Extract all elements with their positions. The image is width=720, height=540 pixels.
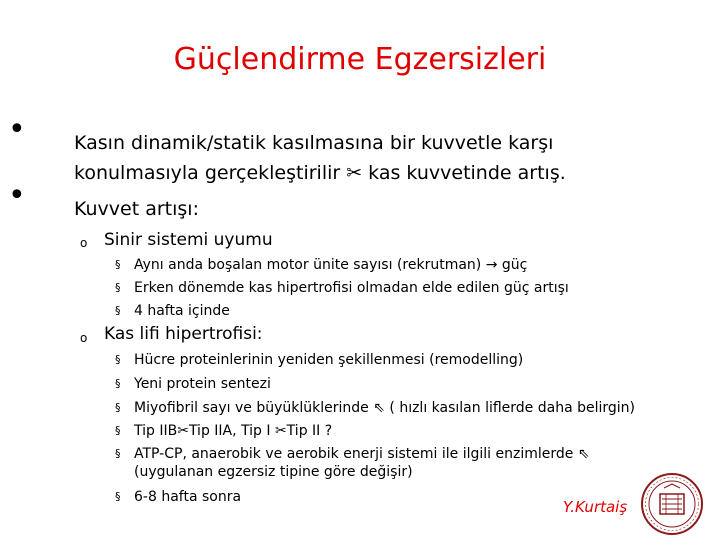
- bullet-1-line-2: konulmasıyla gerçekleştirilir ✂ kas kuvvetinde artış.: [74, 162, 566, 184]
- subsub-bullet-marker: §: [115, 304, 121, 317]
- subsub-bullet-marker: §: [115, 258, 121, 271]
- subsub-bullet-marker: §: [115, 447, 121, 460]
- nervous-item-2: Erken dönemde kas hipertrofisi olmadan elde edilen güç artışı: [134, 280, 569, 296]
- slide-title: Güçlendirme Egzersizleri: [173, 42, 547, 77]
- hypertrophy-item-5: ATP-CP, anaerobik ve aerobik enerji sistemi ile ilgili enzimlerde ⇖: [134, 446, 590, 462]
- nervous-item-3: 4 hafta içinde: [134, 303, 230, 319]
- hypertrophy-item-2: Yeni protein sentezi: [134, 376, 271, 392]
- subsub-bullet-marker: §: [115, 424, 121, 437]
- bullet-1-line-1: Kasın dinamik/statik kasılmasına bir kuvvetle karşı: [74, 132, 554, 154]
- hypertrophy-item-6: 6-8 hafta sonra: [134, 489, 242, 505]
- hypertrophy-item-4: Tip IIB✂Tip IIA, Tip I ✂Tip II ?: [134, 423, 333, 439]
- author-signature: Y.Kurtaiş: [563, 498, 628, 516]
- main-bullet-marker: •: [8, 112, 26, 147]
- sub-bullet-marker: o: [80, 331, 88, 345]
- subsub-bullet-marker: §: [115, 401, 121, 414]
- subsub-bullet-marker: §: [115, 353, 121, 366]
- subsub-bullet-marker: §: [115, 490, 121, 503]
- sub-item-muscle-hypertrophy: Kas lifi hipertrofisi:: [104, 324, 263, 344]
- sub-bullet-marker: o: [80, 236, 88, 250]
- hypertrophy-item-5-cont: (uygulanan egzersiz tipine göre değişir): [134, 464, 413, 480]
- subsub-bullet-marker: §: [115, 377, 121, 390]
- main-bullet-marker: •: [8, 178, 26, 213]
- bullet-2-line-1: Kuvvet artışı:: [74, 198, 199, 220]
- sub-item-nervous-system: Sinir sistemi uyumu: [104, 230, 273, 250]
- hypertrophy-item-3: Miyofibril sayı ve büyüklüklerinde ⇖ ( hızlı kasılan liflerde daha belirgin): [134, 400, 636, 416]
- nervous-item-1: Aynı anda boşalan motor ünite sayısı (rekrutman) → güç: [134, 257, 528, 273]
- subsub-bullet-marker: §: [115, 281, 121, 294]
- hypertrophy-item-1: Hücre proteinlerinin yeniden şekillenmesi (remodelling): [134, 352, 524, 368]
- university-seal-icon: [640, 472, 704, 536]
